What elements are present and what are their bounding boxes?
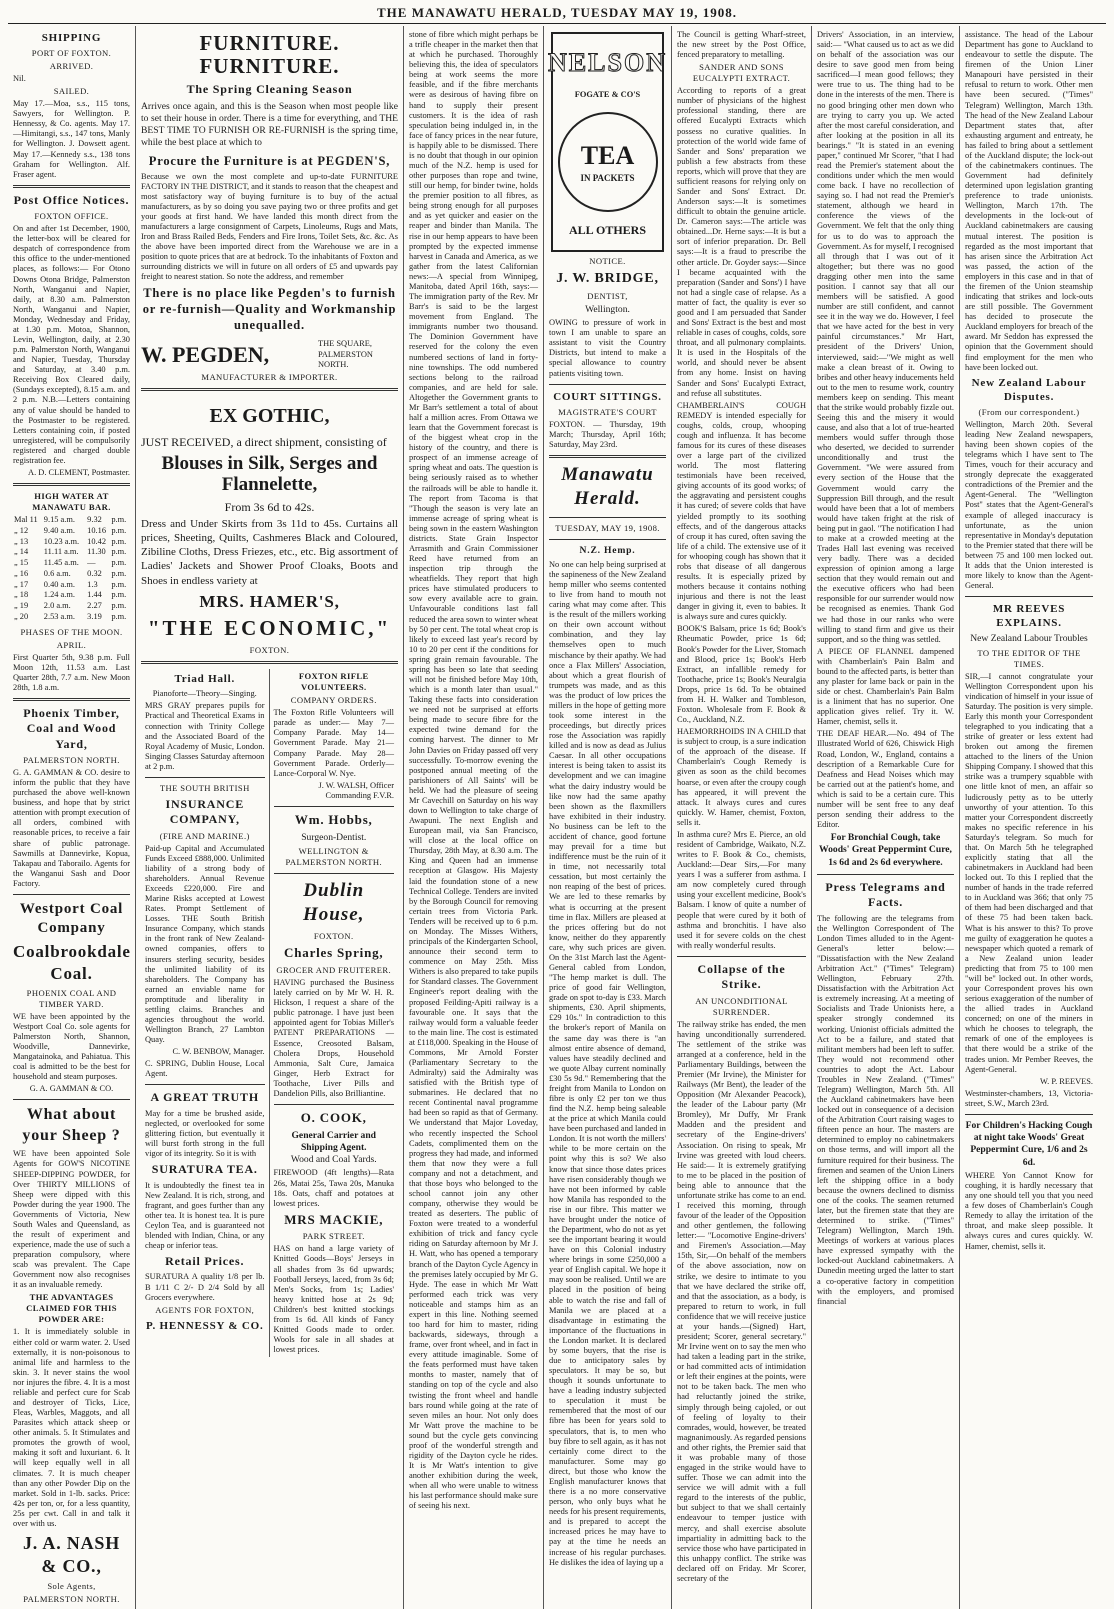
furniture-heading: FURNITURE. FURNITURE. — [199, 31, 340, 79]
rifle-sign: J. W. WALSH, Officer Commanding F.V.R. — [318, 780, 394, 800]
column-1 — [8, 26, 136, 1609]
tide-row — [13, 526, 130, 537]
economic-town: FOXTON. — [249, 645, 290, 656]
labour-continued-text: assistance. The head of the Labour Department has gone to Auckland to endeavour to settle the dispute. The firemen of the Union Liner Manapouri have persisted in their refusal to return to work. Other men have been secured. ("Times" Telegram) Wellington, March 13th. The head of the New Zealand Labour Department states that, after exhausting argument and entreaty, he has failed to bring about a settlement of the Auckland dispute; the lock-out of the cabinetmakers continues. The Government had definitely determined upon legislation granting preference to trade unionists. Wellington, March 17th. The developments in the lock-out of Auckland cabinetmakers are causing mutual interest. The position is regarded as the most important that has arisen since the Arbitration Act was passed, the action of the employers in this case and in that of the firemen of the Union steamship indicating that strikes and lock-outs are still possible. The Government has decided to prosecute the Auckland employers for breach of the award. Mr Seddon has expressed the opinion that the Government should find employment for the men who have been locked out. — [965, 30, 1093, 372]
westport-heading: Westport Coal Company — [19, 900, 124, 937]
timber-text: G. A. GAMMAN & CO. desire to inform the public that they have purchased the above well-known business, and hope that by strict attention with prompt execution of all orders, combined with reasonable prices, to receive a fair share of public patronage. Sawmills at Dannevirke, Kopua, Takapau and Taborailo. Agents for the Wanganui Sash and Door Factory. — [13, 767, 130, 888]
tide-cell: 11.30 — [87, 547, 106, 557]
coalbrookdale-heading: Coalbrookdale Coal. — [13, 942, 131, 984]
tide-row — [13, 580, 130, 591]
spring-name: Charles Spring, — [284, 945, 384, 961]
nash-town: PALMERSTON NORTH. — [23, 1594, 120, 1605]
westport-sign: G. A. GAMMAN & CO. — [29, 1084, 114, 1094]
pegden-trade: MANUFACTURER & IMPORTER. — [201, 371, 338, 382]
tide-row — [13, 515, 130, 526]
sb-manager: C. W. BENBOW, Manager. — [172, 1047, 265, 1057]
sheep-heading: What about your Sheep ? — [22, 1106, 121, 1144]
tide-cell: p.m. — [111, 568, 127, 578]
divider — [549, 517, 666, 518]
reeves-to: TO THE EDITOR OF THE TIMES. — [977, 647, 1081, 669]
tide-cell: — — [87, 558, 96, 568]
interview-text: Drivers' Association, in an interview, said:— "What caused us to act as we did on behalf of the association was our desire to save good men from being sacrificed—I mean good fellows; they were true to us. The thing had to be done in the interests of the men. There is no good bringing other men down who are trying to carry you up. We acted after the most careful consideration, and after looking at the position in all its bearings." "It is stated in an evening paper," continued Mr Scorer, "that I had read the Premier's statement about the conditions under which the men would come back. I have no recollection of saying so. I had not read the Premier's statement, although we heard in conference the views of the Government. We felt that the only thing for us to do was to approach the Government. As for myself, I recognised all through that I was out of it altogether; but there was no good dragging other men into the same position. I cannot say that all our members will be satisfied. A good number are still confident, and cannot see it in the way we do. However, I feel that we have acted for the best in very painful circumstances." Mr Hart, president of the Drivers' Union, interviewed, said:—"We might as well make a clean breast of it. Owing to bribes and other heavy inducements held out to the men to resume work, country members keep on sending. This meant that the strike would probably fizzle out. Seeing this and the misery it would cause, and also that a lot of true-hearted members would suffer through those who deserted, we decided to surrender unconditionally and trust the Government. "We were assured from every section of the House that the Government would carry the Suppression Bill through, and the result would have been that a lot of members would have taken fright at the risk of being put in gaol. "The notification I had to make at a crowded meeting at the Trades Hall last evening was received very badly. There was a decided expression of opinion among a large section that they would remain out and the executive officers who had been responsible for our surrender would now be recognised as enemies. Thank God we had those in our ranks who were willing to stand firm and give us their support, and so the thing was settled. — [817, 30, 954, 644]
court-heading: COURT SITTINGS. — [553, 390, 662, 403]
tide-cell: Mal 11 — [14, 515, 38, 525]
flannel-text: A PIECE OF FLANNEL dampened with Chamberlain's Pain Balm and bound to the affected parts, is better than any plaster for lame back or pain in the side or chest. Chamberlain's Pain Balm is a liniment that has no superior. One application gives relief. Try it. W. Hamer, chemist, sells it. — [817, 646, 954, 727]
sb-subheading: (FIRE AND MARINE.) — [159, 830, 250, 841]
reeves-subheading: New Zealand Labour Troubles — [970, 633, 1088, 645]
triad-heading: Triad Hall. — [174, 673, 236, 686]
tide-cell: 11.11 a.m. — [43, 547, 79, 557]
sheep-text: WE have been appointed Sole Agents for GOW'S NICOTINE SHEEP-DIPPING POWDER, for Over THIRTY MILLIONS of Sheep were dipped with this Powder during the year 1900. The Governments of Victoria, New South Wales and Queensland, as the result of experiment and experience, made the use of such a preparation compulsory, where scab was prevalent. The Cape Government now also recognises it as an invaluable remedy. — [13, 1149, 130, 1290]
tide-cell: 9.15 a.m. — [43, 515, 75, 525]
herald-title: Manawatu Herald. — [561, 463, 654, 510]
tide-cell: p.m. — [111, 525, 127, 535]
press-heading: Press Telegrams and Facts. — [825, 879, 946, 910]
sb-insurance: INSURANCE COMPANY, — [165, 796, 245, 827]
tide-row — [13, 569, 130, 580]
croup-text: HAEMORRHOIDS IN A CHILD that is subject to croup, is a sure indication of the approach of the disease. If Chamberlain's Cough Remedy is given as soon as the child becomes hoarse, or even after the croupy cough has appeared, it will prevent the attack. It always cures and cures quickly. W. Hamer, chemist, Foxton, sells it. — [677, 727, 806, 827]
triad-text: MRS GRAY prepares pupils for Practical and Theoretical Exams in connection with Trinity College and the Associated Board of the Royal Academy of Music, London. Singing Classes Saturday afternoon at 2 p.m. — [145, 701, 265, 771]
pegden-address: THE SQUARE, PALMERSTON NORTH. — [318, 339, 373, 369]
column-4 — [544, 26, 672, 1609]
balsam-text: BOOK'S Balsam, price 1s 6d; Book's Rheumatic Powder, price 1s 6d; Book's Powder for the Liver, Stomach and Blood, price 1s; Book's Herb Extract, an infallible remedy for Toothache, price 1s; Book's Neuralgia Drops, price 1s 6d. To be obtained from H. H. Walker and Tombleson, Foxton. Wholesale from F. Book & Co., Auckland, N.Z. — [677, 624, 806, 725]
labour-heading: New Zealand Labour Disputes. — [971, 376, 1087, 403]
court-text: FOXTON. — Thursday, 19th March; Thursday, April 16th; Saturday, May 23rd. — [549, 419, 666, 449]
tide-cell: 0.6 a.m. — [43, 568, 71, 578]
tide-cell: 3.19 — [87, 611, 102, 621]
tide-cell: p.m. — [111, 558, 127, 568]
lower-adverts — [141, 669, 398, 1357]
arrived-heading: ARRIVED. — [49, 61, 94, 72]
cook-heading: O. COOK, — [300, 1110, 367, 1125]
blouses-price: From 3s 6d to 42s. — [224, 499, 315, 514]
labour-text: Wellington, March 20th. Several leading New Zealand newspapers, having been shown copies of the telegrams which I have sent to The Times, vouch for their accuracy and strongly deprecate the exaggerated contradictions of the Premier and the Agent-General. The "Wellington Post" states that the Agent-General's example of alleged inaccuracy is unfortunate, as the union representative in Monday's deputation to the Premier stated that there will be between 75 and 100 men locked out. It adds that the Union interested is more likely to know than the Agent-General. — [965, 419, 1093, 591]
mackie-subheading: PARK STREET. — [302, 1231, 365, 1242]
bridge-town: Wellington. — [585, 303, 630, 315]
reeves-signature: W. P. REEVES. — [1040, 1076, 1093, 1086]
season-heading: The Spring Cleaning Season — [186, 82, 353, 97]
tide-row — [13, 547, 130, 558]
deaf-text: THE DEAF HEAR.—No. 494 of The Illustrated World of 626, Chiswick High Road, London, W., England, contains a description of a Remarkable Cure for Deafness and Head Noises which may be carried out at the patient's home, and which is said to be a certain cure. This number will be sent free to any deaf person sending their address to the Editor. — [817, 729, 954, 830]
tide-cell: 2.53 a.m. — [43, 611, 75, 621]
nash-subheading: Sole Agents, — [47, 1581, 96, 1592]
tide-cell: „ 13 — [14, 536, 29, 546]
suratura-text: It is undoubtedly the finest tea in New Zealand. It is rich, strong, and fragrant, and goes further than any other tea. It is honest tea. It is pure Ceylon Tea, and is guaranteed not blended with Indian, China, or any cheap or inferior teas. — [145, 1180, 265, 1251]
press-text: The following are the telegrams from the Wellington Correspondent of The London Times alluded to in the Agent-General's letter below:— "Dissatisfaction with the New Zealand Arbitration Act." ("Times" Telegram) Wellington, February 27th. Dissatisfaction with the Arbitration Act is extremely increasing. At a meeting of Socialists and Trade Unionists here, a speaker strongly condemned its working. Unionist officials admitted the Act to be a failure, and stated that militant members had been left to suffer. They would not recommend other countries to adopt the Act. Labour Troubles in New Zealand. ("Times" Telegram) Wellington, March 5th. All the Auckland cabinetmakers have been locked out in consequence of a decision of the Arbitration Court raising wages to fifteen pence an hour. The masters are determined to employ no cabinetmakers on those terms, and will import all the furniture required for their business. The firemen and seamen of the Union Liners left the shipping office in a body because the owners declined to dismiss one of the cooks. The seamen returned later, but the firemen state that they are determined to strike. ("Times" Telegram) Wellington, March 19th. Meetings of workers at various places have expressed sympathy with the locked-out Auckland cabinetmakers. A Dunedin meeting urged the latter to start a co-operative factory in competition with the employers, and promised financial — [817, 913, 954, 1306]
agents-heading: AGENTS FOR FOXTON, — [155, 1304, 255, 1315]
tide-cell: 1.3 — [87, 579, 98, 589]
tide-cell: p.m. — [111, 601, 127, 611]
herald-date: TUESDAY, MAY 19, 1908. — [555, 522, 660, 533]
sanders-heading: SANDER AND SONS EUCALYPTI EXTRACT. — [692, 62, 791, 84]
hobbs-town: WELLINGTON & PALMERSTON NORTH. — [285, 845, 383, 867]
divider — [274, 806, 395, 807]
pegden-name: W. PEGDEN, — [141, 341, 270, 367]
column-3 — [404, 26, 544, 1609]
tide-cell: 1.44 — [87, 590, 102, 600]
spring-text: HAVING purchased the Business lately carried on by Mr W. H. R. Hickson, I request a share of the public patronage. I have just been appointed agent for Tobias Miller's PATENT PREPARATIONS — Essence, Creosoted Balsam, Cholera Drops, Household Ammonia, Salt Cure, Jamaica Ginger, Herb Extract for Toothache, Liver Pills and Dandelion Pills, also Brilliantine. — [273, 978, 394, 1098]
divider — [13, 483, 130, 486]
divider — [13, 185, 130, 188]
mackie-text: HAS on hand a large variety of Knitted Goods—Boys' Jerseys in all shades from 3s 6d upwards; Football Jerseys, laced, from 3s 6d; Men's Socks, from 1s; Ladies' heavy knitted hose at 2s 9d; Children's best knitted stockings from 1s 6d. All kinds of Fancy Knitted Goods made to order. Wools for sale in all shades at lowest prices. — [273, 1244, 394, 1355]
agents-name: P. HENNESSY & CO. — [145, 1319, 264, 1332]
tide-cell: „ 18 — [14, 590, 29, 600]
divider — [145, 1084, 265, 1085]
tide-cell: p.m. — [111, 547, 127, 557]
gothic-text: JUST RECEIVED, a direct shipment, consisting of — [141, 434, 387, 449]
bridge-subheading: DENTIST, — [587, 290, 628, 301]
dress-text: Dress and Under Skirts from 3s 11d to 45s. Curtains all prices, Sheeting, Quilts, Cashmeres Black and Coloured, Zibiline Cloths, Dress Friezes, etc., etc. Big assortment of Ladies' Jackets and Shower Proof Cloaks, Boots and Shoes in endless variety at — [141, 518, 398, 587]
bridge-text: OWING to pressure of work in town I am unable to spare an assistant to visit the Country Districts, but intend to make a special allowance to country patients visiting town. — [549, 318, 666, 378]
blouses-heading: Blouses in Silk, Serges and Flannelette, — [161, 453, 378, 495]
tide-cell: 10.23 a.m. — [43, 536, 80, 546]
suratura-heading: SURATURA TEA. — [151, 1162, 258, 1177]
tide-cell: p.m. — [111, 579, 127, 589]
nelson-maker: FOGATE & CO'S — [574, 90, 641, 100]
procure-text: Because we own the most complete and up-to-date FURNITURE FACTORY IN THE DISTRICT, and it stands to reason that the cheapest and most satisfactory way of buying furniture is to buy of the actual manufacturers, as by so doing you save paying two or three profits and get your goods at first hand. We have landed this month direct from the manufacturers a large consignment of Carpets, Linoleums, Rugs and Mats, Iron and Brass Railed Beds, Fenders and Fire Irons, Toilet Sets, &c. &c. As the above have been imported direct from the Warehouse we are in a position to quote prices that are at bedrock. To the inhabitants of Foxton and surrounding districts we will in future on all orders of £5 and upwards pay freight to nearest station. So note the address, and remember — [141, 171, 398, 282]
hacking-cough-text: WHERE Yon Cannot Know for coughing, it is hardly necessary that any one should tell you that you need a few doses of Chamberlain's Cough Remedy to allay the irritation of the throat, and make sleep possible. It always cures and cures quickly. W. Hamer, chemist, sells it. — [965, 1170, 1093, 1251]
strike-text: The railway strike has ended, the men having unconditionally surrendered. The settlement of the strike was arranged at a conference, held in the Parliamentary Buildings, between the Premier (Mr Irvine), the Minister for Railways (Mr Bent), the leader of the Opposition (Mr Alexander Peacock), the leader of the Labour party (Mr Bromley), Mr Duffy, Mr Frank Madden and the president and secretary of the Engine-drivers' Association. On rising to speak, Mr Irvine was greeted with loud cheers. He said:— It is extremely gratifying to me to be placed in the position of being able to announce that the unfortunate strike has come to an end. I received this morning, through favour of the leader of the Opposition and other gentlemen, the following letter:— "Locomotive Engine-drivers' and Firemen's Association.—May 15th, Sir,—On behalf of the members of the above association, now on strike, we desire to intimate to you that we have declared the strike off, and that the association, as a body, is prepared to return to work, in full confidence that we will receive justice at your hands.—(Signed) Hart, president; Scorer, general secretary." Mr Irvine went on to say the men who had taken a leading part in the strike, or had committed acts of intimidation or left their engines at the points, were not to be taken back. The men who had reluctantly joined the strike, simply through being cajoled, or out of feeling of loyalty to their comrades, would, however, be treated magnanimously. As regarded pensions and other rights, the Premier said that it was probable many of those engaged in the strike would have to suffer. Those we can admit into the service we will admit with a full regard to the interests of the public, but subject to that we shall certainly endeavour to temper justice with mercy, and shall exercise absolute impartiality in admitting back to the service those who have participated in this unhappy conflict. The strike was declared off on Friday. Mr Scorer, secretary of the — [677, 1019, 806, 1583]
tide-row — [13, 558, 130, 569]
divider — [549, 455, 666, 458]
tide-cell: 10.42 — [87, 536, 106, 546]
dublin-town: FOXTON. — [313, 931, 354, 942]
advantages-heading: THE ADVANTAGES CLAIMED FOR THIS POWDER ARE: — [26, 1292, 117, 1325]
sb-agent: C. SPRING, Dublin House, Local Agent. — [145, 1059, 265, 1079]
tide-cell: 0.32 — [87, 568, 102, 578]
tide-cell: „ 20 — [14, 611, 29, 621]
column-5 — [672, 26, 812, 1609]
rifle-text: The Foxton Rifle Volunteers will parade as under:— May 7—Company Parade. May 14—Government Parade. May 21—Company Parade. May 28—Government Parade. Orderly—Lance-Corporal W. Nye. — [273, 708, 394, 778]
rifle-subheading: COMPANY ORDERS. — [290, 695, 377, 706]
post-text: On and after 1st December, 1900, the letter-box will be cleared for despatch of correspondence from this office to the under-mentioned places, as follows:— For Otono Downs Otona Bridge, Palmerston North, Wanganui and Napier, daily, at 8.30 a.m. Palmerston North, Wanganui and Napier, Monday, Wednesday and Friday, at 1.30 p.m. Motoa, Shannon, Levin, Wellington, daily, at 2.30 p.m. Palmerston North, Wanganui and Napier, Tuesday, Thursday and Saturday, at 3.40 p.m. Receiving Box Cleared daily, (Sundays excepted), 8.15 a.m. and 2 p.m. N.B.—Letters containing any of value should be handed to the Postmaster to be registered. Letters containing coin, if posted unregistered, will be compulsorily registered and charged double registration fee. — [13, 224, 130, 465]
retail-heading: Retail Prices. — [165, 1254, 245, 1269]
hacking-cough-notice: For Children's Hacking Cough at night take Woods' Great Peppermint Cure, 1/6 and 2s 6d. — [965, 1119, 1093, 1168]
cook-wood: Wood and Coal Yards. — [290, 1154, 377, 1166]
column-6 — [812, 26, 960, 1609]
triad-subheading: Pianoforte—Theory—Singing. — [152, 689, 257, 699]
truth-heading: A GREAT TRUTH — [150, 1090, 259, 1105]
tide-row — [13, 590, 130, 601]
lower-right — [270, 669, 399, 1357]
sb-heading: THE SOUTH BRITISH — [159, 782, 250, 793]
westport-text: WE have been appointed by the Westport Coal Co. sole agents for Palmerston North, Shannon, Woodville, Dannevirke, Mangatainoka, and Pahiatua. This coal is admitted to be the best for household and steam purposes. — [13, 1011, 130, 1082]
pegden-block — [141, 339, 398, 369]
tide-cell: „ 19 — [14, 601, 29, 611]
divider — [965, 1114, 1093, 1115]
tide-cell: 1.24 a.m. — [43, 590, 75, 600]
tide-cell: „ 14 — [14, 547, 29, 557]
port-heading: PORT OF FOXTON. — [31, 48, 112, 59]
tide-cell: p.m. — [111, 536, 127, 546]
spring-trade: GROCER AND FRUITERER. — [276, 965, 392, 976]
notice-heading: NOTICE. — [589, 256, 626, 266]
column-2 — [136, 26, 404, 1609]
divider — [13, 698, 130, 701]
nelson-name: NELSON — [548, 47, 667, 77]
bridge-heading: J. W. BRIDGE, — [556, 271, 659, 286]
tea-tagline: ALL OTHERS — [568, 222, 647, 237]
masthead: THE MANAWATU HERALD, TUESDAY MAY 19, 1908. — [8, 4, 1106, 24]
labour-subheading: (From our correspondent.) — [978, 406, 1080, 417]
strike-subheading: AN UNCONDITIONAL SURRENDER. — [695, 995, 788, 1017]
lower-left — [141, 669, 270, 1357]
column-7 — [960, 26, 1098, 1609]
tide-row — [13, 601, 130, 612]
tide-cell: „ 15 — [14, 558, 29, 568]
tide-cell: 10.16 — [87, 525, 106, 535]
divider — [817, 874, 954, 875]
strike-heading: Collapse of the Strike. — [697, 961, 786, 992]
phoenix-subheading: PHOENIX COAL AND TIMBER YARD. — [26, 987, 117, 1009]
mackie-heading: MRS MACKIE, — [284, 1211, 384, 1227]
divider — [965, 596, 1093, 597]
hemp-continued-text: stone of fibre which might perhaps be a trifle cheaper in the market then that at which he purchased. Thoroughly believing this, the idea of speculators being at work seems the more feasible, and if the fibre merchants were as desirous of having fibre on hand to supply their present customers. It is the idea of rash speculation being indulged in, in the face of fancy prices in the near future, is happily able to be dismissed. There is no doubt that though in our opinion much of the N.Z. hemp is used for other purposes than rope and twine, still our hemp, for binder twine, holds the premier position to all fibres, as being strong enough for all purposes and as yet quicker and easier on the reaper and binder than Manila. The rise in our hemp appears to have been prompted by the expected immense harvest in Canada and America, as we gather from the latest Californian news:—A special from Winnipeg, Manitoba, dated April 16th, says:—The immigration party of the Rev. Mr Barr's is said to be the largest movement from England. The immigrants number two thousand. The Dominion Government have reserved for the colony the even numbered sections of land in forty-nine townships. The odd numbered sections belong to the railroad companies, and are held for sale. Altogether the Government grants to Mr Barr's settlement a total of about half a million acres. From Ottawa we learn that the Government forecast is of the biggest wheat crop in the history of the country, and there is prospect of an immense acreage of spring wheat and oats. The question is being seriously raised as to whether the railroads will be able to handle it. The report from Tacoma is that "Though the season is very late an immense acreage of spring wheat is being sown in the eastern Washington districts. State Grain Inspector Arrasmith and Grain Commissioner Reed have returned from an inspection trip through the wheatfields. They report that high prices have stimulated producers to sow every available acre to grain. Unfavourable conditions last fall reduced the area sown to winter wheat by 50 per cent. The total wheat crop is likely to exceed last year's record by 10 to 20 per cent if the conditions for spring grain remain favourable. The spring has been so late that seeding will not be finished before May 10th, which is a month later than usual." Taking these facts into consideration we need not be surprised at efforts being made to secure fibre for the expected twine demand for the coming harvest. The dinner to Mr John Davies on Friday passed off very successfully. To-morrow evening the postponed annual meeting of the parishioners of All Saints' will be held. We had the pleasure of seeing Mr Cavechill on Saturday on his way down to Wellington to take charge of Awapuni. The next English and European mail, via San Francisco, will close at the local office on Thursday, 28th May, at 8.30 a.m. The King and Queen had an immense reception at Glasgow. His Majesty laid the foundation stone of a new Technical College. Tenders are invited by the Borough Council for removing certain trees from Victoria Park. Tenders will be received up to 6 p.m. on Monday. The Misses Withers, principals of the Kindergarten School, announce their second term to commence on May 25th. Miss Withers is also prepared to take pupils for Standard classes. The Government Engineer's report dealing with the proposed Feilding-Apiti railway is a favourable one. It says that the railway would form a valuable feeder to the main line. The cost is estimated at £118,000. Speaking in the House of Commons, Mr Arnold Forster (Parliamentary Secretary to the Admiralty) said the Admiralty was satisfied with the British type of submarines. He declared that no recent Continental naval programme had been so rapid as that of Germany. We understand that Major Loveday, who recently inspected the School Cadets, complimented them on the progress they had made, and informed them that now they were a full company and not a detachment, and that those boys who belonged to the school cannot join any other company, otherwise they would be treated as deserters. The public of Foxton were treated to a wonderful exhibition of trick and fancy cycle riding on Saturday afternoon by Mr J. H. Watt, who has opened a temporary branch of the Dayton Cycle Agency in the premises lately occupied by Mr G. Hyde. The ease in which Mr Watt performed each trick was very noticeable and stamps him as an expert in this line. Nothing seemed too hard for him to master, riding backwards, sideways, through a frame, over front wheel, and in fact in every attitude imaginable. Some of the feats performed must have taken months to master, namely that of standing on top of the cycle and also twisting the front wheel and handle bars round while going at the rate of seven miles an hour. Not only does Mr Watt prove the machine to be sound but the cycle gets convincing proof of the wonderful strength and rigidity of the Dayton cycle he rides. It is Mr Watt's intention to give another exhibition during the week, when all who were unable to witness his last performance should make sure of seeing his next. — [409, 30, 538, 1511]
divider — [549, 539, 666, 540]
shipping-heading: SHIPPING — [41, 32, 102, 44]
sanders-text: According to reports of a great number of physicians of the highest professional standing, there are offered Eucalypti Extracts which possess no curative qualities. In protection of the world wide fame of Sander and Sons' preparation we publish a few abstracts from these reports, which will prove that they are sufficient reasons for relying only on Sander and Sons' Extract. Dr. Anderson says:—It is sometimes difficult to obtain the genuine article. Dr. Cameron says:—The article was obtained...Dr. Herne says:—It is but a sort of inferior preparation. Dr. Bell says:—It is a fraud to prescribe the other article. Dr. Goyder says:—Since I became acquainted with the preparation (Sander and Sons') I have not had a single case of relapse. As a matter of fact, the quality is ever so good and I am persuaded that Sander and Sons' Extract is the best and most reliable in cases of coughs, colds, sore throat, and all pulmonary complaints. It is used in the Hospitals of the world, and should never be absent from any home. Insist on having Sander and Sons' Eucalypti Extract, and refuse all substitutes. — [677, 86, 806, 398]
sailed-heading: SAILED. — [53, 86, 90, 97]
post-heading: Post Office Notices. — [13, 192, 130, 207]
tea-seal — [558, 112, 658, 212]
postmaster: A. D. CLEMENT, Postmaster. — [28, 468, 130, 478]
hemp-heading: N.Z. Hemp. — [579, 544, 636, 556]
tide-cell: 9.32 — [87, 515, 102, 525]
reeves-address: Westminster-chambers, 13, Victoria-street, S.W., March 23rd. — [965, 1088, 1093, 1108]
columns — [8, 26, 1106, 1605]
moon-subheading: APRIL. — [56, 639, 87, 650]
divider — [145, 777, 265, 778]
rifle-heading: FOXTON RIFLE VOLUNTEERS. — [298, 671, 369, 693]
tea-word: TEA — [580, 141, 635, 171]
sb-text: Paid-up Capital and Accumulated Funds Exceed £888,000. Unlimited liability of a strong body of shareholders. Annual Revenue Exceeds £220,000. Fire and Marine Risks accepted at Lowest Rates. Prompt Settlement of Losses. THE South British Insurance Company, which stands in the front rank of New Zealand-owned companies, offers to insurers sterling security, besides the unlimited liability of its shareholders. The Company has earned an enviable name for promptitude and liberality in settling claims. Branches and agencies throughout the world. Wellington Branch, 27 Lambton Quay. — [145, 843, 265, 1045]
divider — [13, 1099, 130, 1100]
reeves-text: SIR,—I cannot congratulate your Wellington Correspondent upon his vindication of himself in your issue of Saturday. The position is very simple. Early this month your Correspondent telegraphed to you indicating that a strike of greater or less extent had broken out among the firemen attached to the liners of the Union Shipping Company. I showed that this strike was a trumpery squabble with one little knot of men, an affair so ludicrously petty as to be utterly unworthy of your attention. To this matter your Correspondent discreetly makes no specific reference in his Saturday's telegram. So much for that. On March 5th he telegraphed explicitly stating that all the cabinetmakers in Auckland had been locked out. To this I replied that the number of hands in the trade referred to in Auckland was 366; that only 75 of them had been discharged and that of these 75 had been taken back. What is his answer to this? To prove me guilty of exaggeration he quotes a newspaper which quoted a remark of a New Zealand union leader predicting that from 75 to 100 men "will be" locked out. In other words, your Correspondent proves his own serious exaggeration of the number of the allied trades in Auckland concerned; on one of the miners in which he chooses to telegraph, the remark of one of the employees is that there would be a strike of the trades union. Mr Pember Reeves, the Agent-General. — [965, 671, 1093, 1074]
economic-heading: "THE ECONOMIC," — [147, 616, 392, 641]
tide-cell: „ 12 — [14, 525, 29, 535]
tide-cell: 11.45 a.m. — [43, 558, 79, 568]
timber-heading: Phoenix Timber, Coal and Wood Yard, — [23, 705, 120, 751]
tide-cell: p.m. — [111, 590, 127, 600]
asthma-text: In asthma cure? Mrs E. Pierce, an old resident of Cambridge, Waikato, N.Z. writes to F. Book & Co., chemists, Auckland:—Dear Sirs,—For many years I was a sufferer from asthma. I am now completely cured through using your excellent medicine, Book's Balsam. I know of quite a number of people that were cured by it both of asthma and bronchitis. I have also used it for severe colds on the chest with really wonderful results. — [677, 829, 806, 950]
tide-cell: p.m. — [111, 611, 127, 621]
arrived-nil: Nil. — [13, 74, 26, 84]
hobbs-heading: Wm. Hobbs, — [294, 811, 373, 827]
divider — [141, 388, 398, 391]
wharf-text: The Council is getting Wharf-street, the new street by the Post Office, fenced preparatory to metalling. — [677, 30, 806, 60]
divider — [141, 661, 398, 664]
procure-heading: Procure the Furniture is at PEGDEN'S, — [148, 153, 391, 168]
no-place-heading: There is no place like Pegden's to furnish or re-furnish—Quality and Workmanship unequalled. — [142, 286, 397, 333]
tide-row — [13, 612, 130, 623]
cook-subheading: General Carrier and Shipping Agent. — [291, 1129, 377, 1153]
divider — [549, 384, 666, 385]
hobbs-subheading: Surgeon-Dentist. — [301, 831, 367, 843]
nelson-tea-advert — [548, 32, 667, 252]
cough-remedy-text: CHAMBERLAIN'S COUGH REMEDY is intended especially for coughs, colds, croup, whooping cough and influenza. It has become famous for its cures of these diseases over a large part of the civilized world. The most flattering testimonials have been received, giving accounts of its good works; of the aggravating and persistent coughs it has cured; of severe colds that have yielded promptly to its soothing effects, and of the dangerous attacks of croup it has cured, often saving the life of a child. The extensive use of it for whooping cough has shown that it robs that disease of all dangerous results. It is especially prized by mothers because it contains nothing injurious and there is not the least danger in giving it, even to babies. It is always sure and cures quickly. — [677, 400, 806, 622]
retail-text: SURATURA A quality 1/8 per lb. B 1/11 C 2/- D 2/4 Sold by all Grocers everywhere. — [145, 1272, 265, 1302]
tide-cell: 2.27 — [87, 601, 102, 611]
reeves-heading: MR REEVES EXPLAINS. — [992, 603, 1066, 630]
tide-cell: p.m. — [111, 515, 127, 525]
divider — [274, 873, 395, 874]
tide-cell: 9.40 a.m. — [43, 525, 75, 535]
moon-heading: PHASES OF THE MOON. — [20, 626, 123, 637]
peppermint-notice: For Bronchial Cough, take Woods' Great Peppermint Cure, 1s 6d and 2s 6d everywhere. — [819, 832, 952, 868]
hamer-heading: MRS. HAMER'S, — [199, 591, 340, 611]
cook-text: FIREWOOD (4ft lengths)—Rata 26s, Matai 25s, Tawa 20s, Manuka 18s. Oats, chaff and potatoes at lowest prices. — [273, 1168, 394, 1208]
tide-row — [13, 537, 130, 548]
divider — [274, 1104, 395, 1105]
post-subheading: FOXTON OFFICE. — [34, 211, 109, 222]
tide-table — [13, 515, 130, 623]
moon-text: First Quarter 5th, 9.38 p.m. Full Moon 12th, 11.53 a.m. Last Quarter 28th, 7.7 a.m. New Moon 28th, 1.8 a.m. — [13, 652, 130, 692]
tide-cell: „ 17 — [14, 579, 29, 589]
dublin-heading: Dublin House, — [303, 879, 365, 926]
advantages-text: 1. It is immediately soluble in either cold or warm water. 2. Used externally, it is non-poisonous to animal life and harmless to the skin. 3. It never stains the wool nor injures the fibre. 4. It is a most reliable and perfect cure for Scab and destroyer of Ticks, Lice, Fleas, Warbles, Maggots, and all Parasites which attack sheep or other animals. 5. It Stimulates and promotes the growth of wool, making it soft and luxuriant. 6. It will keep equally well in all climates. 7. It is much cheaper than any other Powder Dip on the market. Sold in 1-lb. sacks. Price: 42s per ton, or, for a less quantity, 25s per cwt. Call in and talk it over with us. — [13, 1327, 130, 1528]
court-subheading: MAGISTRATE'S COURT — [558, 406, 657, 417]
divider — [13, 894, 130, 895]
nash-heading: J. A. NASH & CO., — [22, 1533, 120, 1577]
season-text: Arrives once again, and this is the Season when most people like to set their house in order. There is a time for everything, and THE BEST TIME TO FURNISH OR RE-FURNISH is the spring time, while the best place at which to — [141, 100, 398, 149]
hemp-text: No one can help being surprised at the sapineness of the New Zealand hemp miller who seems contented to live from hand to mouth not caring what may come after. This is the result of the millers working on their own account without combination, and they lay themselves open to much mischance by their apathy. We had once a Flax Millers' Association, about which a great flourish of trumpets was made, and as this was the product of low prices the millers in the hope of getting more took some interest in the proceedings, but directly prices rose the Association was rapidly killed and is now as dead as Julius Caesar. In all other occupations interest is being taken to assist its development and we can imagine what the dairy industry would be like now had the same apathy been shown as the flaxmillers have exhibited in their industry. No business can be left to the accident of chance, good fortune may prevail for a time but indifference must be the ruin of it in time, not necessarily total cessation, but most certainly the non reaping of the best of prices. We are led to these remarks by what is occurring at the present time in flax. Millers are pleased at the prices offering but do not know, neither do they apparently care, why such prices are given. On the 31st March last the Agent-General cabled from London, "The hemp market is dull. The price of good fair Wellington, grade on spot to-day is £33. March shipments, £30. April shipments, £29 10s." In contradiction to this the broker's report of Manila on the same day was there is "an almost entire absence of demand, values have steadily declined and we quote Albay current nominally £30 5s 9d." Remembering that the freight from Manila to London on fibre is only £2 per ton we thus find the N.Z. hemp being saleable at the price at which Manila could have been purchased and landed in London. It is not worth the millers' while to be more certain on the point why this is so? We also know that since those dates prices have risen considerably though we have not been informed by cable how Manila has responded to the rise in our fibre. This matter we have brought under the notice of the Department, who do not as yet see the important bearing it would have on this Colonial industry where brings in some £250,000 a year of English capital. We hope it may soon be realised. Until we are placed in the position of being able to watch the rise and fall of Manila we are placed at a disadvantage in estimating the importance of the fluctuations in the London market. It is declared by some buyers, that the rise is due to anticipatory sales by speculators. It may be so, but though it sounds unfortunate to have a leading industry subjected to speculation it must be remembered that the most of our fibre has been for years sold to speculators, that is, to men who buy fibre to sell again, as it has not certainly come direct to the manufacturer. Some may go direct, but those who know the English manufacturer knows that there is a no more conservative person, who only buys what he needs for his present requirements, and is prepared to accept the increased prices he may have to pay at the time he needs an increase of his regular purchases. He dislikes the idea of laying up a — [549, 559, 666, 1567]
divider — [677, 956, 806, 957]
timber-subheading: PALMERSTON NORTH. — [23, 754, 120, 765]
tide-cell: „ 16 — [14, 568, 29, 578]
truth-text: May for a time be brushed aside, neglected, or overlooked for some glittering fiction, but eventually it will burst forth strong in the full vigor of its integrity. So it is with — [145, 1108, 265, 1159]
gothic-heading: EX GOTHIC, — [209, 404, 330, 427]
tea-subword: IN PACKETS — [580, 172, 635, 183]
tide-cell: 2.0 a.m. — [43, 601, 71, 611]
tide-cell: 0.40 a.m. — [43, 579, 75, 589]
tide-heading: HIGH WATER AT MANAWATU BAR. — [32, 491, 111, 513]
sailed-text: May 17.—Moa, s.s., 115 tons, Sawyers, for Wellington. P. Hennessy, & Co. agents. May 17.—Himitangi, s.s., 147 tons, Manly for Wellington. J. Dowsett agent. May 17.—Kennedy s.s., 138 tons Graham for Wellington. Alf. Fraser agent. — [13, 99, 130, 179]
